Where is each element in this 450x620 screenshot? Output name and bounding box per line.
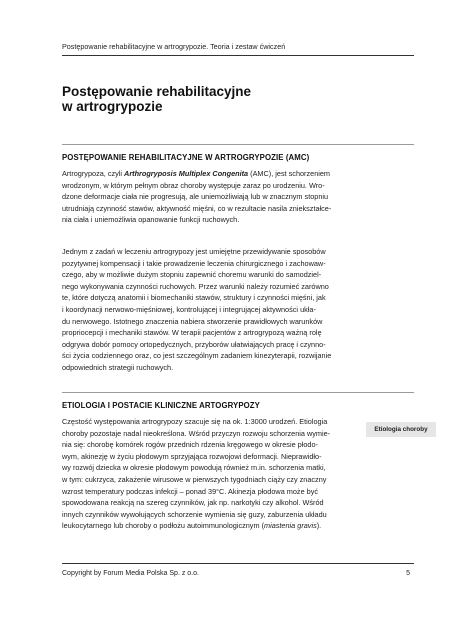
paragraph-line: i koordynacji nerwowo-mięśniowej, kontrolującej i integrującej aktywności ukła-: [62, 304, 316, 314]
section-heading-amc: POSTĘPOWANIE REHABILITACYJNE W ARTROGRYPOZIE (AMC): [62, 144, 414, 162]
paragraph-line: utrudniają czynność stawów, aktywność mięśni, co w rezultacie nasila zniekształce-: [62, 203, 332, 213]
paragraph-line: nego wykonywania czynności ruchowych. Przez warunki należy rozumieć zarówno: [62, 281, 329, 291]
paragraph-line: odgrywa dobór pomocy ortopedycznych, przyborów ułatwiających pracę i czynno-: [62, 339, 326, 349]
footer-divider: [62, 563, 414, 564]
paragraph-line: propriocepcji i mechaniki stawów. W terapii pacjentów z artrogrypozą ważną rolę: [62, 328, 322, 338]
paragraph-line: wy rozwój dziecka w okresie płodowym powodują również m.in. schorzenia matki,: [62, 463, 326, 473]
paragraph-line: dzone deformacje ciała nie progresują, ale uniemożliwiają lub w znacznym stopniu: [62, 192, 329, 202]
paragraph-line: leukocytarnego lub choroby o podłożu autoimmunologicznym (miastenia gravis).: [62, 521, 322, 531]
paragraph-line: pozytywnej kompensacji i takie prowadzenie leczenia chirurgicznego i zachowaw-: [62, 258, 326, 268]
paragraph-treatment: [62, 246, 384, 374]
page-title-line-2: w artrogrypozie: [62, 99, 163, 114]
paragraph-line: czego, aby w możliwie dużym stopniu zapewnić choremu warunki do samodziel-: [62, 270, 322, 280]
latin-term: miastenia gravis: [264, 521, 317, 531]
paragraph-line: ści życia codziennego oraz, co jest szczególnym zadaniem kinezyterapii, rozwijanie: [62, 351, 332, 361]
page-number: 5: [406, 570, 410, 577]
page-title: [62, 84, 251, 114]
copyright-notice: Copyright by Forum Media Polska Sp. z o.o.: [62, 570, 199, 577]
paragraph-line: wrodzonym, w którym pełnym obraz choroby występuje zaraz po urodzeniu. Wro-: [62, 180, 325, 190]
paragraph-line: du nerwowego. Istotnego znaczenia nabiera stworzenie prawidłowych warunków: [62, 316, 323, 326]
page-title-line-1: Postępowanie rehabilitacyjne: [62, 84, 252, 99]
paragraph-line: spowodowana reakcją na szereg czynników, jak np. narkotyki czy alkohol. Wśród: [62, 498, 324, 508]
paragraph-line: Częstość występowania artrogrypozy szacuje się na ok. 1:3000 urodzeń. Etiologia: [62, 417, 328, 426]
paragraph-etiology: [62, 416, 362, 532]
section-heading-etiology: ETIOLOGIA I POSTACIE KLINICZNE ARTOGRYPOZY: [62, 392, 414, 410]
paragraph-line: innych czynników wywołujących schorzenie wymienia się guzy, zaburzenia układu: [62, 509, 327, 519]
paragraph-line: Artrogrypoza, czyli Arthrogryposis Multiplex Congenita (AMC), jest schorzeniem: [62, 169, 331, 178]
paragraph-line: w tym: cukrzyca, zakażenie wirusowe w pierwszych tygodniach ciąży czy znaczny: [62, 474, 327, 484]
paragraph-line: nia się: chorobę komórek rogów przednich rdzenia kręgowego w okresie płodo-: [62, 440, 318, 450]
header-divider: [62, 55, 414, 56]
paragraph-line: Jednym z zadań w leczeniu artrogrypozy jest umiejętne przewidywanie sposobów: [62, 247, 326, 256]
paragraph-line: wzrost temperatury podczas infekcji – ponad 39°C. Akinezja płodowa może być: [62, 486, 319, 496]
paragraph-line: odpowiednich strategii ruchowych.: [62, 362, 174, 372]
paragraph-line: te, które dotyczą anatomii i biomechaniki stawów, struktury i czynności mięśni, jak: [62, 293, 326, 303]
paragraph-intro: [62, 168, 384, 226]
margin-label: Etiologia choroby: [366, 422, 436, 437]
running-header: Postępowanie rehabilitacyjne w artrogrypozie. Teoria i zestaw ćwiczeń: [62, 42, 286, 51]
latin-term: Arthrogryposis Multiplex Congenita: [124, 169, 249, 178]
paragraph-line: wym, akinezję w życiu płodowym sprzyjająca rozwojowi deformacji. Nieprawidło-: [62, 451, 322, 461]
paragraph-line: nia ciała i uniemożliwia opanowanie funkcji ruchowych.: [62, 215, 240, 225]
paragraph-line: choroby pozostaje nadal nieokreślona. Wśród przyczyn rozwoju schorzenia wymie-: [62, 428, 331, 438]
